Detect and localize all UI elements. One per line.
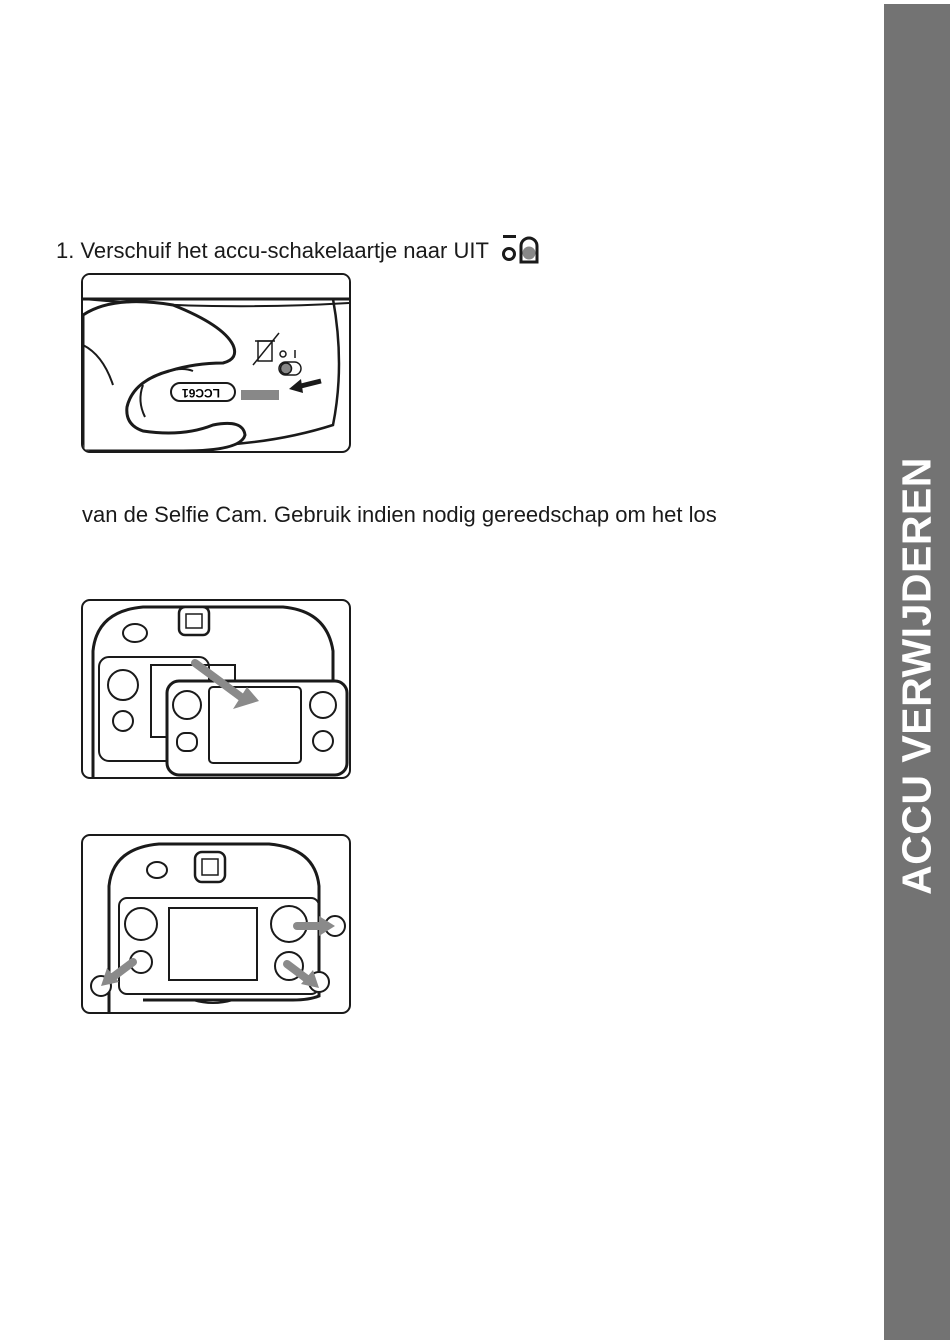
step-1 [56,232,543,272]
battery-switch-illustration [81,273,351,453]
sidebar-title: ACCU VERWIJDEREN [893,457,940,895]
cover-removal-illustration [81,599,351,779]
battery-switch-off-icon [501,232,543,272]
sidebar-title-container [884,4,950,1340]
screw-removal-illustration [81,834,351,1014]
instruction-paragraph: van de Selfie Cam. Gebruik indien nodig gereedschap om het los [82,502,717,527]
battery-label-text: LCC61 [181,386,221,400]
step-1-text: 1. Verschuif het accu-schakelaartje naar UIT [56,238,489,263]
